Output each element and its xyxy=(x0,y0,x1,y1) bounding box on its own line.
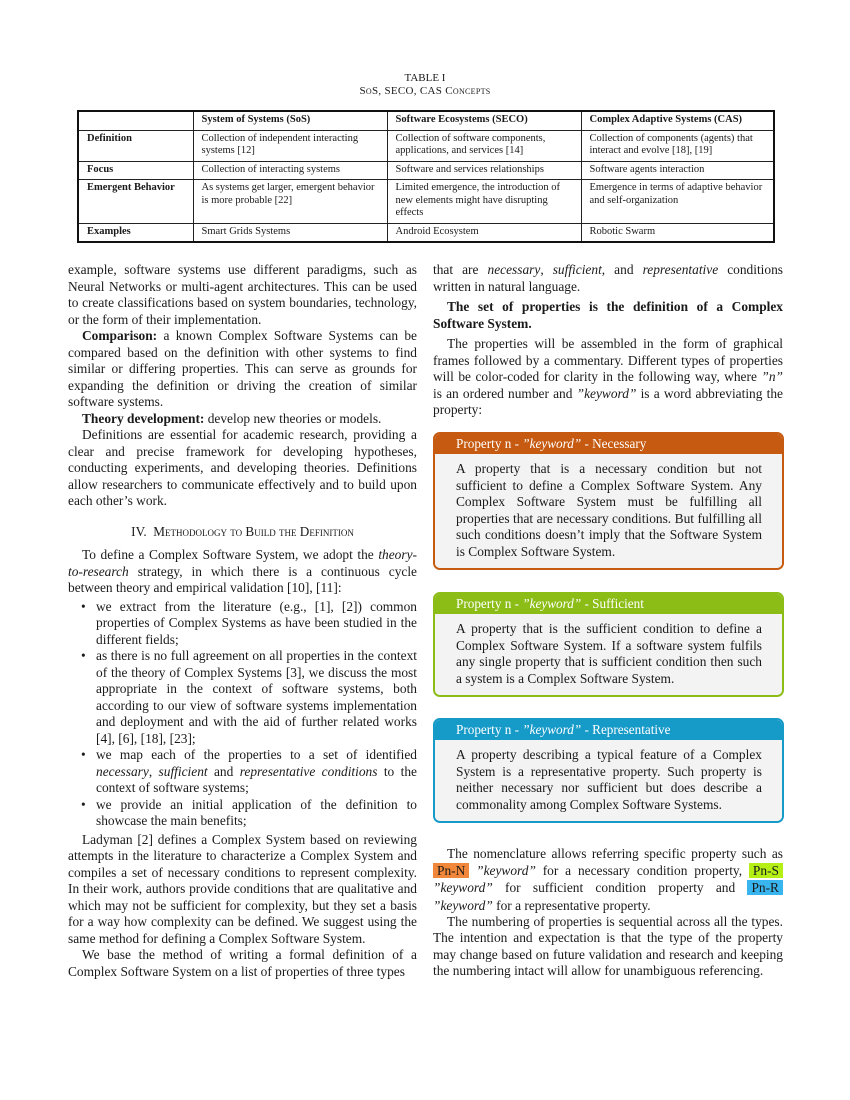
table-cell: Android Ecosystem xyxy=(387,223,581,242)
left-column xyxy=(68,262,417,980)
table-cell: Collection of independent interacting systems [12] xyxy=(193,130,387,161)
paragraph: Definitions are essential for academic research, providing a clear and precise framework for developing hypotheses, conducting experiments, and developing theories. Definitions allow researchers to communicate effectively and to build upon each other’s work. xyxy=(68,427,417,508)
tag-necessary: Pn-N xyxy=(433,863,469,878)
property-box-header: Property n - ”keyword” - Representative xyxy=(435,720,782,740)
table-cell: Collection of software components, applications, and services [14] xyxy=(387,130,581,161)
nomenclature-paragraph: The nomenclature allows referring specific property such as Pn-N ”keyword” for a necessary condition property, Pn-S ”keyword” for sufficient condition property and Pn-R ”keyword” for a representative property. xyxy=(433,846,783,913)
table-header-seco: Software Ecosystems (SECO) xyxy=(387,111,581,130)
table-caption-title: SoS, SECO, CAS Concepts xyxy=(359,85,491,97)
list-item: • we map each of the properties to a set of identified necessary, sufficient and representative conditions to the context of software systems; xyxy=(96,747,417,797)
table-cell: Robotic Swarm xyxy=(581,223,774,242)
paragraph-comparison: Comparison: a known Complex Software Systems can be compared based on the definition with other systems to find similar or differing properties. This can serve as grounds for expanding the definition or driving the creation of similar software systems. xyxy=(68,328,417,409)
paragraph: that are necessary, sufficient, and representative conditions written in natural language. xyxy=(433,262,783,294)
paragraph: We base the method of writing a formal definition of a Complex Software System on a list of properties of three types xyxy=(68,947,417,979)
table-cell: As systems get larger, emergent behavior is more probable [22] xyxy=(193,180,387,224)
property-box-header: Property n - ”keyword” - Sufficient xyxy=(435,594,782,614)
table-header-cas: Complex Adaptive Systems (CAS) xyxy=(581,111,774,130)
table-header-sos: System of Systems (SoS) xyxy=(193,111,387,130)
row-label: Emergent Behavior xyxy=(78,180,193,224)
paragraph: To define a Complex Software System, we adopt the theory-to-research strategy, in which there is a continuous cycle between theory and empirical validation [10], [11]: xyxy=(68,547,417,595)
tag-sufficient: Pn-S xyxy=(749,863,783,878)
property-box-body: A property that is the sufficient condition to define a Complex Software System. If a software system fulfils any single property that is sufficient condition then such a system is a Complex Software System. xyxy=(435,614,782,695)
property-box-representative xyxy=(433,718,784,823)
run-in-heading: Comparison: xyxy=(82,328,158,343)
paragraph: The properties will be assembled in the form of graphical frames followed by a commentary. Different types of properties will be color-coded for clarity in the following way, where ”n” is an ordered number and ”keyword” is a word abbreviating the property: xyxy=(433,336,783,417)
table-header-empty xyxy=(78,111,193,130)
right-column-top xyxy=(433,262,783,419)
table-cell: Smart Grids Systems xyxy=(193,223,387,242)
table-row xyxy=(78,180,774,224)
table-caption-number: TABLE I xyxy=(404,72,446,84)
table-cell: Collection of interacting systems xyxy=(193,161,387,180)
property-box-body: A property describing a typical feature of a Complex System is a representative property. Such property is neither necessary nor sufficient but does describe a commonality among Complex Software Systems. xyxy=(435,740,782,821)
list-item: • as there is no full agreement on all properties in the context of the theory of Complex Systems [3], we discuss the most appropriate in the context of software systems, both according to our view of software systems implementation and deployment and with the aid of further related works [4], [6], [18], [23]; xyxy=(96,648,417,747)
definition-statement: The set of properties is the definition of a Complex Software System. xyxy=(433,299,783,331)
property-box-header: Property n - ”keyword” - Necessary xyxy=(435,434,782,454)
table-row xyxy=(78,130,774,161)
table-cell: Limited emergence, the introduction of new elements might have disrupting effects xyxy=(387,180,581,224)
table-cell: Collection of components (agents) that interact and evolve [18], [19] xyxy=(581,130,774,161)
property-box-body: A property that is a necessary condition but not sufficient to define a Complex Software System. Any Complex Software System must be fulfilling all properties that are necessary conditions. But fulfilling all such conditions doesn’t imply that the Software System is Complex Software System. xyxy=(435,454,782,568)
bullet-list xyxy=(68,599,417,830)
run-in-heading: Theory development: xyxy=(82,410,205,426)
row-label: Focus xyxy=(78,161,193,180)
concepts-table xyxy=(77,110,775,243)
table-cell: Software agents interaction xyxy=(581,161,774,180)
paragraph-theory-development: Theory development: develop new theories or models. xyxy=(82,410,382,426)
paragraph: Ladyman [2] defines a Complex System based on reviewing attempts in the literature to characterize a Complex System and compiles a set of necessary conditions to represent complexity. In their work, authors provide conditions that are qualitative and which may not be sufficient for complexity, but they set a basis for a way how complexity can be defined. We suggest using the same method for defining a Complex Software System. xyxy=(68,831,417,946)
table-cell: Software and services relationships xyxy=(387,161,581,180)
list-item: • we extract from the literature (e.g., [1], [2]) common properties of Complex Systems as have been studied in the different fields; xyxy=(96,599,417,649)
row-label: Examples xyxy=(78,223,193,242)
section-heading: IV. Methodology to Build the Definition xyxy=(131,523,354,539)
row-label: Definition xyxy=(78,130,193,161)
paragraph: example, software systems use different paradigms, such as Neural Networks or multi-agent architectures. This can be used to create classifications based on system boundaries, technology, or the form of their implementation. xyxy=(68,262,417,327)
property-box-necessary xyxy=(433,432,784,570)
list-item: • we provide an initial application of the definition to showcase the main benefits; xyxy=(96,797,417,830)
paragraph: The numbering of properties is sequential across all the types. The intention and expectation is that the type of the property may change based on future validation and research and keeping the numbering intact will allow for unambiguous referencing. xyxy=(433,913,783,979)
right-column-bottom xyxy=(433,845,783,980)
tag-representative: Pn-R xyxy=(747,880,783,895)
table-header-row xyxy=(78,111,774,130)
property-box-sufficient xyxy=(433,592,784,697)
table-cell: Emergence in terms of adaptive behavior and self-organization xyxy=(581,180,774,224)
table-row xyxy=(78,223,774,242)
table-row xyxy=(78,161,774,180)
